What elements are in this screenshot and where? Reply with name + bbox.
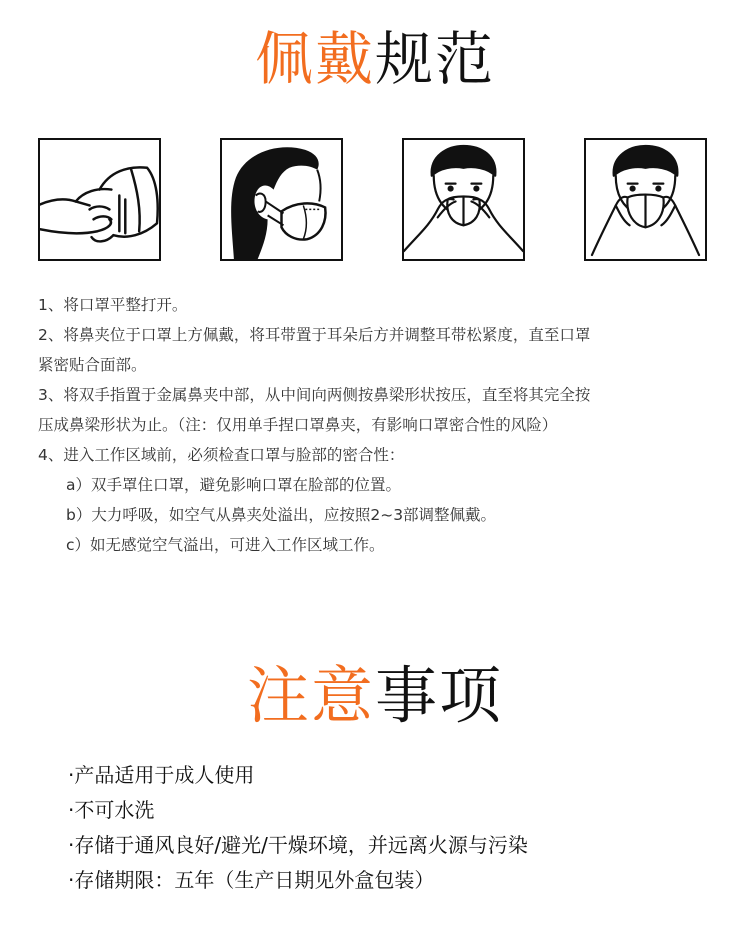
title-rest: 规范 <box>375 25 496 93</box>
step-line: 紧密贴合面部。 <box>38 356 147 374</box>
step-line: 4、进入工作区域前，必须检查口罩与脸部的密合性： <box>38 446 405 464</box>
list-item: ·存储期限：五年（生产日期见外盒包装） <box>68 868 435 892</box>
step-line: 压成鼻梁形状为止。（注：仅用单手捏口罩鼻夹，有影响口罩密合性的风险） <box>38 416 558 434</box>
step-illustration-4 <box>584 138 707 261</box>
substep-line: c）如无感觉空气溢出，可进入工作区域工作。 <box>66 536 385 554</box>
title-accent: 佩戴 <box>254 25 375 93</box>
step-line: 1、将口罩平整打开。 <box>38 296 188 314</box>
wearing-steps <box>38 290 718 560</box>
list-item: ·不可水洗 <box>68 798 155 822</box>
step-line: 2、将鼻夹位于口罩上方佩戴，将耳带置于耳朵后方并调整耳带松紧度，直至口罩 <box>38 326 591 344</box>
section-title-wearing-guide <box>0 25 750 93</box>
mask-seal-check-icon <box>586 140 705 259</box>
step-line: 3、将双手指置于金属鼻夹中部，从中间向两侧按鼻梁形状按压，直至将其完全按 <box>38 386 591 404</box>
title-accent: 注意 <box>246 659 375 732</box>
mask-ear-strap-icon <box>222 140 341 259</box>
precaution-list <box>68 758 528 898</box>
mask-open-hand-icon <box>40 140 159 259</box>
step-illustration-2 <box>220 138 343 261</box>
substep-line: b）大力呼吸，如空气从鼻夹处溢出，应按照2~3部调整佩戴。 <box>66 506 497 524</box>
substep-line: a）双手罩住口罩，避免影响口罩在脸部的位置。 <box>66 476 401 494</box>
step-illustration-3 <box>402 138 525 261</box>
list-item: ·存储于通风良好/避光/干燥环境，并远离火源与污染 <box>68 833 528 857</box>
list-item: ·产品适用于成人使用 <box>68 763 255 787</box>
title-rest: 事项 <box>375 659 504 732</box>
section-title-precautions <box>0 659 750 732</box>
step-illustration-1 <box>38 138 161 261</box>
mask-nose-clip-press-icon <box>404 140 523 259</box>
